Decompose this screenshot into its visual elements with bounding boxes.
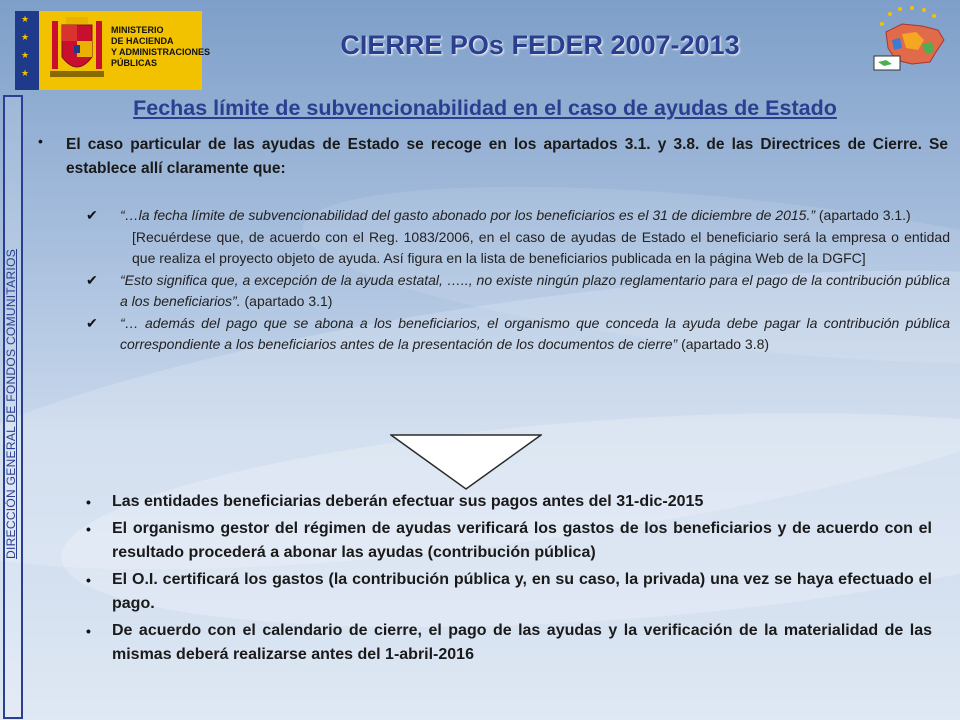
checkmark-icon: ✔	[86, 207, 98, 223]
conclusion-list	[82, 490, 932, 670]
star-icon: ★	[21, 50, 30, 60]
ministry-name-line: DE HACIENDA	[111, 36, 174, 46]
quote-item	[86, 270, 950, 313]
checkmark-icon: ✔	[86, 271, 98, 288]
quote-reference: (apartado 3.1.)	[815, 207, 911, 223]
eu-map-icon	[872, 4, 954, 74]
conclusion-item	[82, 517, 932, 565]
conclusion-item	[82, 619, 932, 667]
down-arrow-icon	[390, 434, 542, 490]
bullet-icon: •	[86, 623, 91, 639]
conclusion-text: El organismo gestor del régimen de ayudas verificará los gastos de los beneficiarios y de acuerdo con el resultado procederá a abonar las ayudas (contribución pública)	[112, 520, 932, 561]
quote-reference: (apartado 3.1)	[240, 293, 333, 309]
ministry-name-line: PÚBLICAS	[111, 58, 158, 68]
quote-text: “… además del pago que se abona a los beneficiarios, el organismo que conceda la ayuda debe pagar la contribución pública correspondiente a los beneficiarios antes de la presentación de los documentos de cierre”	[120, 314, 950, 352]
conclusion-text: Las entidades beneficiarias deberán efectuar sus pagos antes del 31-dic-2015	[112, 493, 704, 510]
bullet-icon: •	[38, 133, 43, 149]
ministry-name-line: Y ADMINISTRACIONES	[111, 47, 211, 57]
page-title: CIERRE POs FEDER 2007-2013	[340, 30, 740, 60]
quote-item	[86, 313, 950, 356]
bullet-icon: •	[86, 494, 91, 510]
intro-paragraph: El caso particular de las ayudas de Estado se recoge en los apartados 3.1. y 3.8. de las Directrices de Cierre. Se establece allí claramente que:	[66, 136, 948, 177]
star-icon: ★	[21, 14, 30, 24]
checkmark-icon: ✔	[86, 314, 98, 331]
quote-text: “…la fecha límite de subvencionabilidad del gasto abonado por los beneficiarios es el 31 de diciembre de 2015.”	[120, 207, 815, 223]
slide-subtitle: Fechas límite de subvencionabilidad en el caso de ayudas de Estado	[133, 96, 837, 120]
sidebar-label: DIRECCIÓN GENERAL DE FONDOS COMUNITARIOS	[4, 248, 18, 560]
ministry-logo	[15, 11, 211, 90]
star-icon: ★	[21, 32, 30, 42]
eu-flag-stripe	[15, 11, 39, 90]
bullet-icon: •	[86, 572, 91, 588]
quote-reference: (apartado 3.8)	[677, 336, 770, 352]
quote-item	[86, 205, 950, 227]
conclusion-text: El O.I. certificará los gastos (la contribución pública y, en su caso, la privada) una vez se haya efectuado el pago.	[112, 571, 932, 612]
quote-list	[86, 205, 950, 356]
sidebar-strip	[3, 95, 23, 719]
conclusion-item	[82, 490, 932, 514]
star-icon: ★	[21, 68, 30, 78]
reminder-note: [Recuérdese que, de acuerdo con el Reg. 1083/2006, en el caso de ayudas de Estado el beneficiario será la empresa o entidad que realiza el proyecto objeto de ayuda. Así figura en la lista de beneficiarios publicada en la página Web de la DGFC]	[132, 228, 950, 266]
conclusion-text: De acuerdo con el calendario de cierre, el pago de las ayudas y la verificación de la materialidad de las mismas deberá realizarse antes del 1-abril-2016	[112, 622, 932, 663]
ministry-name-line: MINISTERIO	[111, 25, 164, 35]
bullet-icon: •	[86, 521, 91, 537]
conclusion-item	[82, 568, 932, 616]
ministry-name	[111, 25, 211, 69]
quote-text: “Esto significa que, a excepción de la ayuda estatal, ….., no existe ningún plazo reglamentario para el pago de la contribución pública a los beneficiarios”.	[120, 271, 950, 309]
coat-of-arms-icon	[48, 17, 106, 84]
